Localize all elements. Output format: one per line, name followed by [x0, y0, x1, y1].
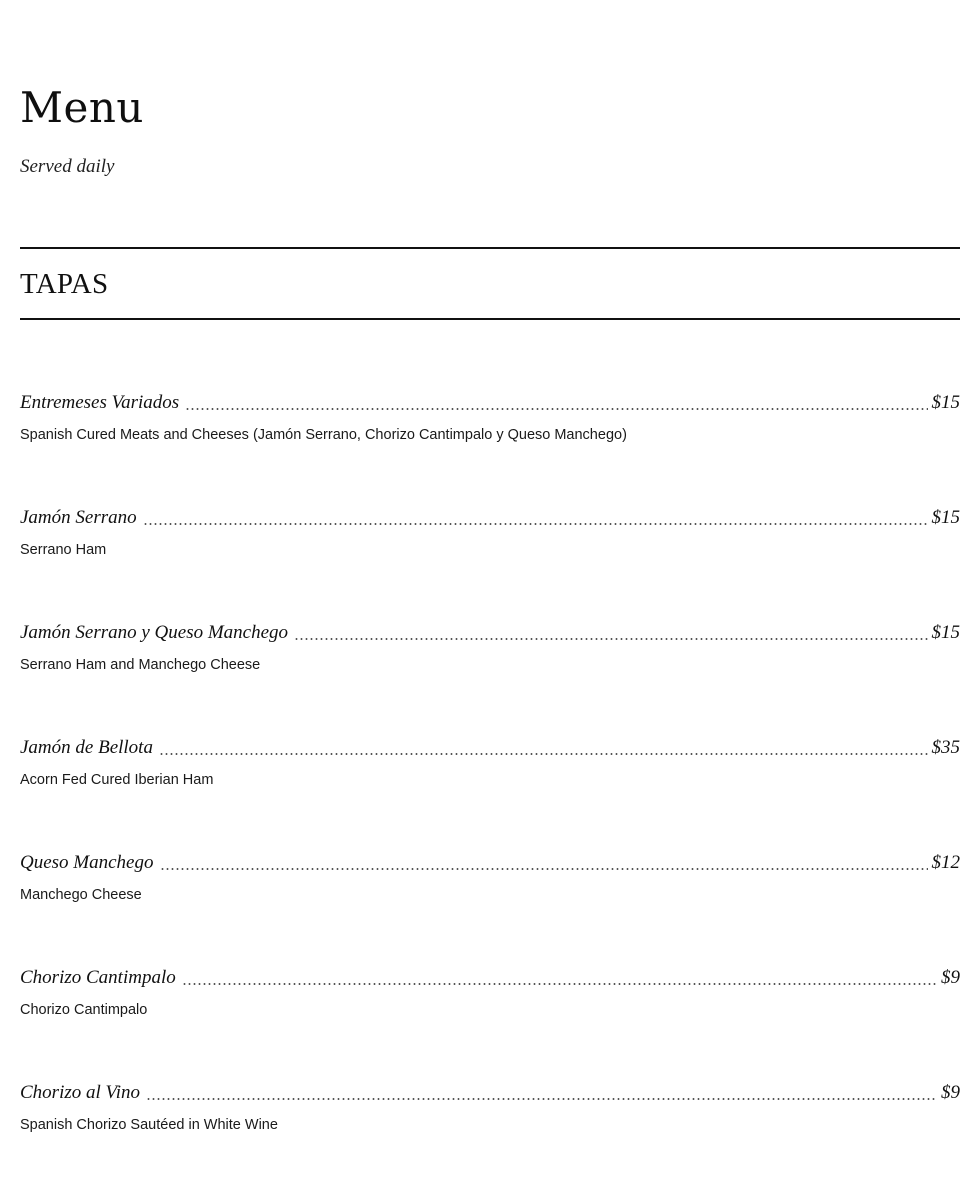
section-divider-bottom [20, 318, 960, 320]
menu-item-price: $15 [931, 507, 960, 528]
menu-item-line [20, 1078, 960, 1108]
menu-item-name: Queso Manchego [20, 852, 154, 873]
page-title: Menu [20, 83, 144, 132]
menu-item-name: Jamón Serrano y Queso Manchego [20, 622, 289, 643]
menu-item-price: $35 [931, 737, 960, 758]
menu-item-description: Acorn Fed Cured Iberian Ham [20, 772, 214, 788]
menu-item-list [20, 388, 960, 1193]
menu-item [20, 963, 960, 1078]
dotted-leader [160, 868, 928, 870]
menu-item-description: Serrano Ham and Manchego Cheese [20, 657, 261, 673]
menu-item-line [20, 388, 960, 418]
menu-item-description: Serrano Ham [20, 542, 107, 558]
menu-item-line [20, 848, 960, 878]
menu-item [20, 848, 960, 963]
menu-item-line [20, 618, 960, 648]
menu-item [20, 618, 960, 733]
menu-item [20, 503, 960, 618]
menu-item-name: Jamón Serrano [20, 507, 137, 528]
menu-item-price: $15 [931, 392, 960, 413]
menu-item-price: $15 [931, 622, 960, 643]
page-subtitle: Served daily [20, 156, 115, 177]
menu-item-description: Manchego Cheese [20, 887, 142, 903]
dotted-leader [143, 523, 928, 525]
menu-item-price: $9 [941, 967, 960, 988]
menu-item-name: Chorizo Cantimpalo [20, 967, 176, 988]
menu-item-name: Chorizo al Vino [20, 1082, 140, 1103]
menu-item [20, 733, 960, 848]
menu-item-line [20, 963, 960, 993]
menu-item-name: Jamón de Bellota [20, 737, 153, 758]
menu-item-price: $9 [941, 1082, 960, 1103]
menu-item-description: Spanish Chorizo Sautéed in White Wine [20, 1117, 278, 1133]
dotted-leader [185, 408, 927, 410]
dotted-leader [159, 753, 928, 755]
dotted-leader [182, 983, 937, 985]
section-title: TAPAS [20, 268, 109, 300]
dotted-leader [146, 1098, 937, 1100]
menu-item-price: $12 [931, 852, 960, 873]
section-divider-top [20, 247, 960, 249]
dotted-leader [294, 638, 927, 640]
menu-item-description: Chorizo Cantimpalo [20, 1002, 148, 1018]
menu-item-line [20, 733, 960, 763]
menu-item-name: Entremeses Variados [20, 392, 180, 413]
menu-item [20, 388, 960, 503]
menu-item [20, 1078, 960, 1193]
menu-item-description: Spanish Cured Meats and Cheeses (Jamón Serrano, Chorizo Cantimpalo y Queso Manchego) [20, 427, 627, 443]
menu-item-line [20, 503, 960, 533]
